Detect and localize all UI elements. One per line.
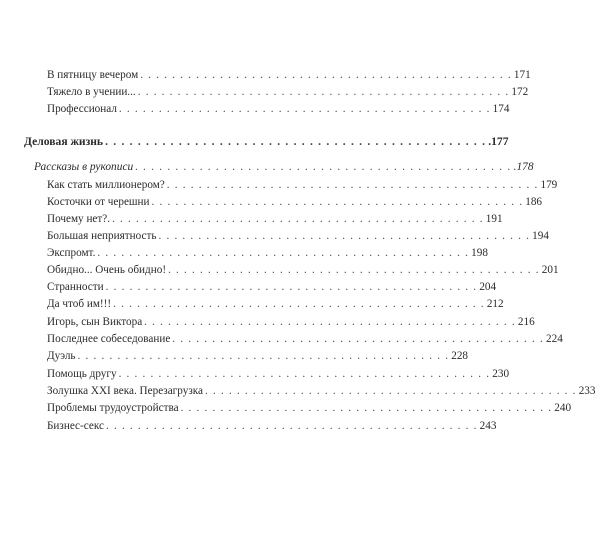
- toc-entry-page: 201: [541, 264, 559, 276]
- dot-leader: . . . . . . . . . . . . . . . . . . . . . . . . . . . . . . . . . . . . . . . . . . . . . . .: [158, 230, 531, 242]
- toc-entry: [47, 195, 543, 209]
- toc-entry: [47, 332, 563, 346]
- toc-entry-title: Большая неприятность: [47, 230, 157, 242]
- toc-entry-title: Обидно... Очень обидно!: [47, 264, 167, 276]
- toc-entry: [47, 229, 549, 243]
- toc-subsection: [34, 160, 534, 174]
- dot-leader: . . . . . . . . . . . . . . . . . . . . . . . . . . . . . . . . . . . . . . . . . . . . . . .: [172, 333, 545, 345]
- dot-leader: . . . . . . . . . . . . . . . . . . . . . . . . . . . . . . . . . . . . . . . . . . . . . . .: [137, 86, 510, 98]
- dot-leader: . . . . . . . . . . . . . . . . . . . . . . . . . . . . . . . . . . . . . . . . . . . . . . .: [112, 213, 484, 225]
- toc-entry-title: В пятницу вечером: [47, 69, 139, 81]
- toc-entry-page: 243: [479, 420, 497, 432]
- toc-entry: [47, 401, 572, 415]
- toc-entry-page: 240: [554, 402, 572, 414]
- toc-entry: [47, 419, 497, 433]
- toc-entry-title: Игорь, сын Виктора: [47, 316, 143, 328]
- dot-leader: . . . . . . . . . . . . . . . . . . . . . . . . . . . . . . . . . . . . . . . . . . . . . . .: [166, 179, 539, 191]
- toc-entry: [47, 68, 531, 82]
- dot-leader: . . . . . . . . . . . . . . . . . . . . . . . . . . . . . . . . . . . . . . . . . . . . . . .: [118, 103, 491, 115]
- dot-leader: . . . . . . . . . . . . . . . . . . . . . . . . . . . . . . . . . . . . . . . . . . . . . . .: [180, 402, 553, 414]
- toc-entry-title: Золушка XXI века. Перезагрузка: [47, 385, 203, 397]
- toc-entry-title: Почему нет?.: [47, 213, 111, 225]
- dot-leader: . . . . . . . . . . . . . . . . . . . . . . . . . . . . . . . . . . . . . . . . . . . . . . .: [97, 247, 470, 259]
- dot-leader: . . . . . . . . . . . . . . . . . . . . . . . . . . . . . . . . . . . . . . . . . . . . . . .: [105, 281, 478, 293]
- toc-entry: [47, 384, 595, 398]
- toc-entry-title: Дуэль: [47, 350, 76, 362]
- toc-entry-title: Экспромт.: [47, 247, 96, 259]
- toc-entry-page: 216: [517, 316, 535, 328]
- toc-entry-page: 198: [471, 247, 488, 259]
- toc-entry-page: 191: [485, 213, 503, 225]
- toc-entry: [47, 367, 510, 381]
- toc-entry-title: Тяжело в учении...: [47, 86, 136, 98]
- dot-leader: . . . . . . . . . . . . . . . . . . . . . . . . . . . . . . . . . . . . . . . . . . . . . . .: [113, 298, 485, 310]
- dot-leader: . . . . . . . . . . . . . . . . . . . . . . . . . . . . . . . . . . . . . . . . . . . . . . .: [168, 264, 540, 276]
- toc-entry: [47, 178, 558, 192]
- toc-entry-page: 212: [486, 298, 504, 310]
- dot-leader: . . . . . . . . . . . . . . . . . . . . . . . . . . . . . . . . . . . . . . . . . . . . . . .: [151, 196, 524, 208]
- toc-entry-title: Помощь другу: [47, 368, 117, 380]
- toc-entry: [47, 85, 529, 99]
- toc-entry-page: 233: [578, 385, 595, 397]
- dot-leader: . . . . . . . . . . . . . . . . . . . . . . . . . . . . . . . . . . . . . . . . . . . . . . .: [204, 385, 577, 397]
- toc-section-page: .177: [488, 135, 509, 148]
- toc-entry: [47, 212, 503, 226]
- toc-entry: [47, 280, 497, 294]
- toc-section-title: Деловая жизнь: [24, 135, 104, 148]
- toc-section: [24, 135, 509, 149]
- toc-entry: [47, 297, 504, 311]
- toc-entry: [47, 102, 510, 116]
- toc-entry-title: Бизнес-секс: [47, 420, 104, 432]
- toc-entry: [47, 315, 535, 329]
- toc-entry-page: 172: [511, 86, 529, 98]
- dot-leader: . . . . . . . . . . . . . . . . . . . . . . . . . . . . . . . . . . . . . . . . . . . . . . .: [118, 368, 491, 380]
- dot-leader: . . . . . . . . . . . . . . . . . . . . . . . . . . . . . . . . . . . . . . . . . . . . . . .: [105, 420, 478, 432]
- toc-entry-page: 228: [451, 350, 469, 362]
- toc-subsection-title: Рассказы в рукописи: [34, 161, 134, 173]
- toc-subsection-page: .178: [513, 161, 534, 173]
- toc-entry-page: 186: [525, 196, 543, 208]
- dot-leader: . . . . . . . . . . . . . . . . . . . . . . . . . . . . . . . . . . . . . . . . . . . . . . .: [135, 161, 512, 173]
- toc-entry-title: Странности: [47, 281, 104, 293]
- toc-entry-title: Как стать миллионером?: [47, 179, 165, 191]
- toc-entry-page: 224: [546, 333, 563, 345]
- toc-entry-page: 230: [492, 368, 510, 380]
- toc-entry-page: 179: [540, 179, 558, 191]
- toc-entry: [47, 246, 488, 260]
- dot-leader: . . . . . . . . . . . . . . . . . . . . . . . . . . . . . . . . . . . . . . . . . . . . . . .: [140, 69, 512, 81]
- toc-entry-page: 204: [479, 281, 497, 293]
- toc-entry-title: Косточки от черешни: [47, 196, 150, 208]
- dot-leader: . . . . . . . . . . . . . . . . . . . . . . . . . . . . . . . . . . . . . . . . . . . . . . .: [105, 135, 487, 148]
- toc-entry: [47, 349, 469, 363]
- dot-leader: . . . . . . . . . . . . . . . . . . . . . . . . . . . . . . . . . . . . . . . . . . . . . . .: [77, 350, 450, 362]
- toc-entry-title: Да чтоб им!!!: [47, 298, 112, 310]
- toc-entry-title: Проблемы трудоустройства: [47, 402, 179, 414]
- dot-leader: . . . . . . . . . . . . . . . . . . . . . . . . . . . . . . . . . . . . . . . . . . . . . . .: [144, 316, 516, 328]
- toc-entry-title: Последнее собеседование: [47, 333, 171, 345]
- toc-entry: [47, 263, 559, 277]
- toc-entry-page: 194: [532, 230, 549, 242]
- toc-entry-page: 171: [513, 69, 531, 81]
- toc-entry-title: Профессионал: [47, 103, 117, 115]
- toc-entry-page: 174: [492, 103, 510, 115]
